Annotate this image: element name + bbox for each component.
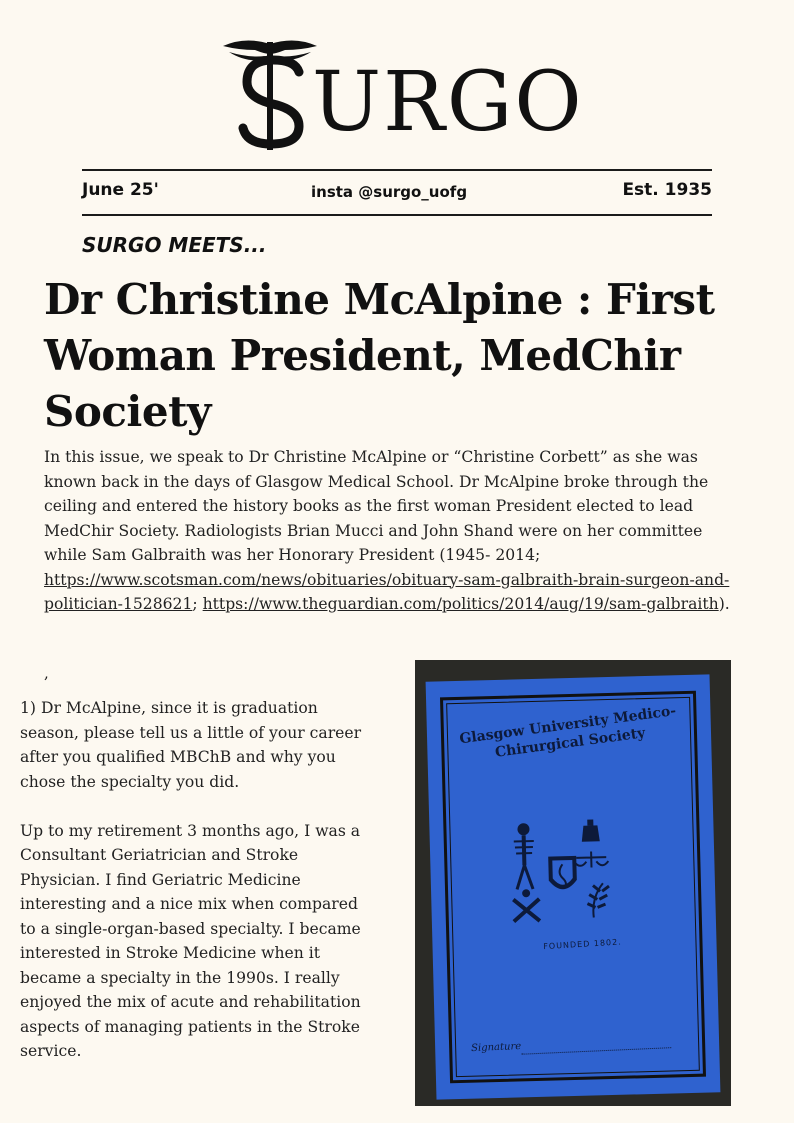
intro-paragraph — [44, 445, 744, 617]
stray-comma: , — [44, 664, 49, 682]
top-rule — [82, 169, 712, 171]
booklet-cover — [426, 674, 721, 1099]
answer-1: Up to my retirement 3 months ago, I was a Consultant Geriatrician and Stroke Physician. I find Geriatric Medicine interesting and a nice mix when compared to a single-organ-based specialty. I became interested in Stroke Medicine when it became a specialty in the 1990s. I really enjoyed the mix of acute and rehabilitation aspects of managing patients in the Stroke service. — [20, 821, 361, 1060]
established-year: Est. 1935 — [622, 180, 712, 200]
article-headline: Dr Christine McAlpine : First Woman President, MedChir Society — [44, 275, 715, 436]
booklet-photo — [415, 660, 731, 1106]
guardian-link[interactable]: https://www.theguardian.com/politics/2014/aug/19/sam-galbraith — [202, 595, 719, 613]
founded-text: FOUNDED 1802. — [543, 937, 622, 952]
society-crest-icon — [501, 816, 644, 930]
question-1: 1) Dr McAlpine, since it is graduation season, please tell us a little of your career after you qualified MBChB and why you chose the specialty you did. — [20, 699, 362, 791]
booklet-title: Glasgow University Medico-Chirurgical Society — [458, 702, 678, 761]
intro-text: In this issue, we speak to Dr Christine McAlpine or “Christine Corbett” as she was known back in the days of Glasgow Medical School. Dr McAlpine broke through the ceiling and entered the history books as the first woman President elected to lead MedChir Society. Radiologists Brian Mucci and John Shand were on her committee while Sam Galbraith was her Honorary President (1945- 2014; — [44, 448, 709, 564]
intro-end: ). — [718, 595, 730, 613]
scotsman-link[interactable]: https://www.scotsman.com/news/obituaries/obituary-sam-galbraith-brain-surgeon-and-politician-1528621 — [44, 570, 730, 613]
caduceus-dollar-icon — [215, 32, 325, 152]
link-separator: ; — [192, 595, 198, 613]
masthead-wordmark: URGO — [312, 55, 584, 150]
interview-column — [20, 696, 370, 1088]
signature-label: Signature — [470, 1040, 522, 1055]
bottom-rule — [82, 214, 712, 216]
section-kicker: SURGO MEETS... — [82, 233, 267, 257]
masthead-logo — [215, 32, 585, 152]
issue-date: June 25' — [82, 180, 159, 200]
instagram-handle[interactable]: insta @surgo_uofg — [311, 183, 468, 201]
